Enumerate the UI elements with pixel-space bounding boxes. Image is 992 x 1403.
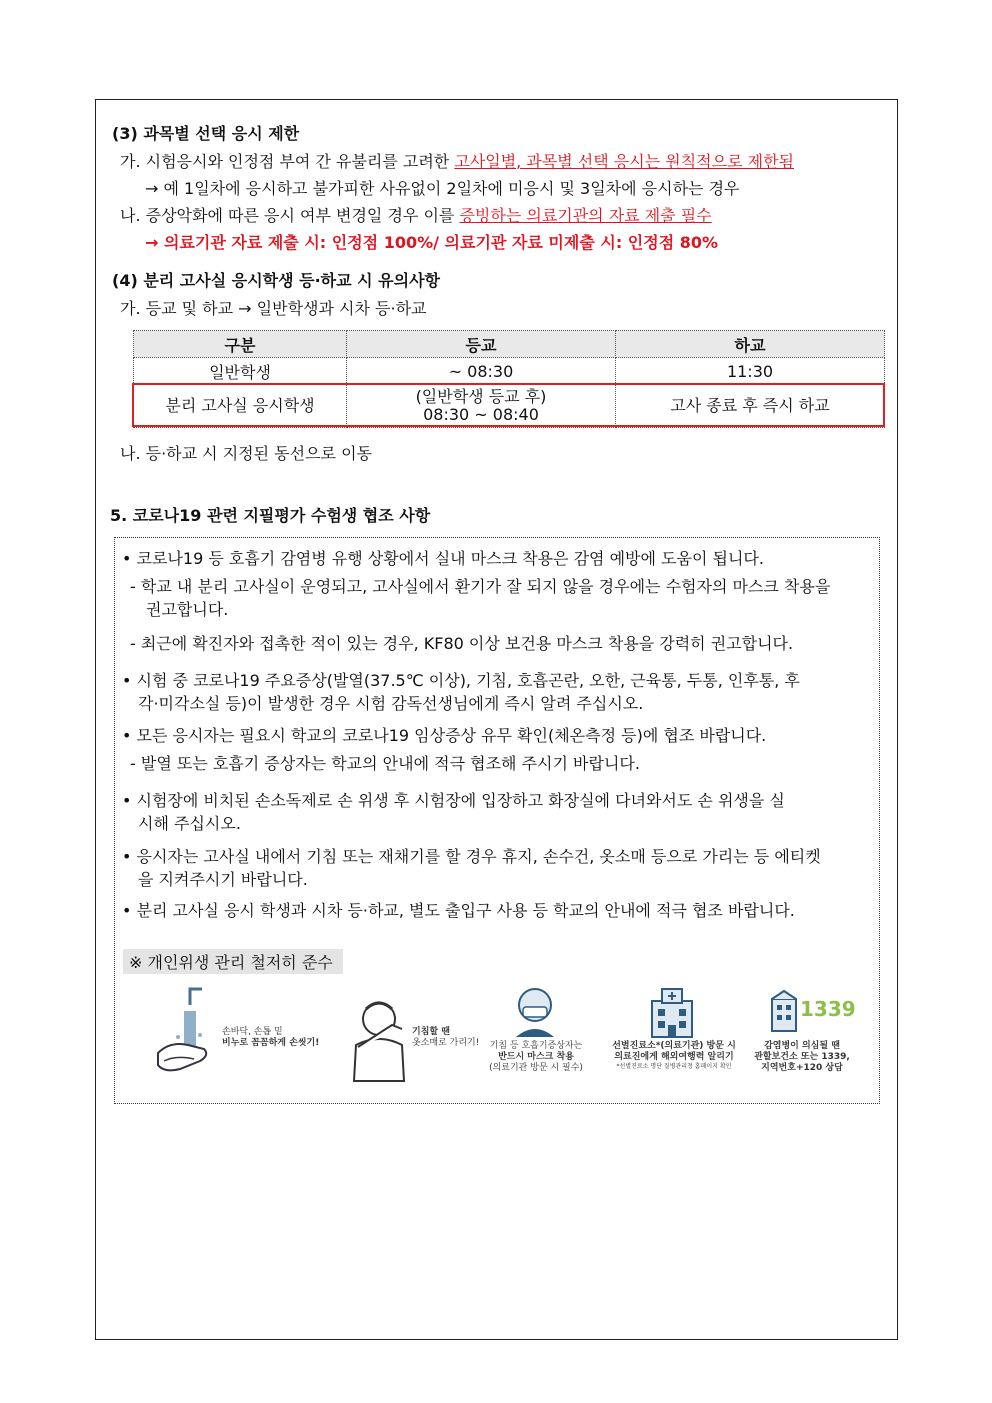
table-cell: 고사 종료 후 즉시 하교: [616, 385, 885, 428]
section3-na-text: 나. 증상악화에 따른 응시 여부 변경일 경우 이를: [120, 206, 460, 225]
icon-caption-line: 의료진에게 해외여행력 알리기: [614, 1052, 734, 1062]
bullet-2-line1: • 시험 중 코로나19 주요증상(발열(37.5℃ 이상), 기침, 호흡곤란, 오한, 근육통, 두통, 인후통, 후: [122, 671, 800, 690]
table-row: [134, 358, 885, 385]
bullet-6: • 분리 고사실 응시 학생과 시차 등·하교, 별도 출입구 사용 등 학교의 안내에 적극 협조 바랍니다.: [122, 901, 795, 920]
section3-item-na: [120, 203, 712, 226]
icon-caption-line: (의료기관 방문 시 필수): [489, 1063, 583, 1073]
bullet-5-line1: • 응시자는 고사실 내에서 기침 또는 재채기를 할 경우 휴지, 손수건, 옷소매 등으로 가리는 등 에티켓: [122, 847, 821, 866]
table-cell: 일반학생: [134, 358, 347, 385]
bullet-1-sub-a: [130, 575, 878, 621]
bullet-1: • 코로나19 등 호흡기 감염병 유행 상황에서 실내 마스크 착용은 감염 예방에 도움이 됩니다.: [122, 549, 764, 568]
highlight-box: [132, 383, 885, 427]
arrive-line2: 08:30 ~ 08:40: [423, 405, 539, 424]
section3-heading: (3) 과목별 선택 응시 제한: [112, 124, 300, 143]
icon-caption-line: 지역번호+120 상담: [761, 1063, 843, 1073]
section3-item-ga: [120, 149, 794, 172]
bullet-1-sub-b: - 최근에 확진자와 접촉한 적이 있는 경우, KF80 이상 보건용 마스크 착용을 강력히 권고합니다.: [130, 634, 794, 653]
bullet-2-line2: 각·미각소실 등)이 발생한 경우 시험 감독선생님에게 즉시 알려 주십시오.: [138, 694, 644, 713]
bullet-2: [122, 669, 870, 715]
cough-sleeve-icon: [348, 995, 410, 1085]
section4-heading: (4) 분리 고사실 응시학생 등·하교 시 유의사항: [112, 271, 441, 290]
hotline-badge: 1339: [800, 997, 856, 1021]
bullet-1-sub-a-line2: 권고합니다.: [146, 600, 229, 619]
icon-caption-line: 감염병이 의심될 땐: [764, 1041, 840, 1051]
table-header-cell: 하교: [616, 331, 885, 358]
mask-person-icon: [512, 985, 558, 1037]
section3-ga-highlight: 고사일별, 과목별 선택 응시는 원칙적으로 제한됨: [454, 152, 794, 171]
hygiene-icons: [150, 985, 870, 1095]
section3-na-highlight: 증빙하는 의료기관의 자료 제출 필수: [459, 206, 712, 225]
section3-ga-note: → 예 1일차에 응시하고 불가피한 사유없이 2일차에 미응시 및 3일차에 응시하는 경우: [145, 179, 740, 198]
bullet-1-sub-a-line1: - 학교 내 분리 고사실이 운영되고, 고사실에서 환기가 잘 되지 않을 경우에는 수험자의 마스크 착용을: [130, 577, 831, 596]
hotline-1339-icon: [768, 989, 800, 1033]
icon-caption-line: 비누로 꼼꼼하게 손씻기!: [222, 1038, 320, 1048]
handwash-icon: [150, 985, 220, 1085]
icon-caption: [746, 1041, 858, 1074]
icon-caption: [612, 1041, 736, 1071]
icon-caption-line: 선별진료소*(의료기관) 방문 시: [612, 1041, 736, 1051]
table-cell: 11:30: [616, 358, 885, 385]
icon-caption-line: 옷소매로 가리기!: [412, 1038, 480, 1048]
clinic-building-icon: [646, 985, 698, 1039]
section4-item-ga: 가. 등교 및 하교 → 일반학생과 시차 등·하교: [120, 299, 427, 318]
table-cell: 분리 고사실 응시학생: [134, 385, 347, 428]
bullet-3: • 모든 응시자는 필요시 학교의 코로나19 임상증상 유무 확인(체온측정 등)에 협조 바랍니다.: [122, 726, 767, 745]
icon-caption: [222, 1027, 332, 1049]
icon-caption-line: 기침 등 호흡기증상자는: [489, 1041, 583, 1051]
icon-caption-line: 반드시 마스크 착용: [498, 1052, 574, 1062]
hygiene-note: ※ 개인위생 관리 철저히 준수: [123, 949, 343, 974]
bullet-4-line1: • 시험장에 비치된 손소독제로 손 위생 후 시험장에 입장하고 화장실에 다녀와서도 손 위생을 실: [122, 791, 785, 810]
table-header-cell: 구분: [134, 331, 347, 358]
bullet-4-line2: 시해 주십시오.: [138, 814, 241, 833]
icon-caption: [412, 1027, 492, 1049]
table-header-cell: 등교: [347, 331, 616, 358]
bullet-5: [122, 845, 870, 891]
arrive-line1: (일반학생 등교 후): [415, 387, 547, 406]
icon-caption-line: *선별진료소 명단 질병관리청 홈페이지 확인: [616, 1063, 732, 1070]
section3-ga-text: 가. 시험응시와 인정점 부여 간 유불리를 고려한: [120, 152, 455, 171]
icon-caption-line: 관할보건소 또는 1339,: [754, 1052, 850, 1062]
bullet-5-line2: 을 지켜주시기 바랍니다.: [138, 870, 308, 889]
section4-item-na: 나. 등·하교 시 지정된 동선으로 이동: [120, 444, 372, 463]
section3-na-note: → 의료기관 자료 제출 시: 인정점 100%/ 의료기관 자료 미제출 시: 인정점 80%: [145, 233, 719, 252]
table-cell: ~ 08:30: [347, 358, 616, 385]
icon-caption-line: 손바닥, 손톱 밑: [222, 1027, 283, 1037]
icon-caption: [488, 1041, 584, 1074]
icon-caption-line: 기침할 땐: [412, 1027, 450, 1037]
bullet-4: [122, 789, 870, 835]
bullet-3-sub: - 발열 또는 호흡기 증상자는 학교의 안내에 적극 협조해 주시기 바랍니다.: [130, 754, 640, 773]
section5-heading: 5. 코로나19 관련 지필평가 수험생 협조 사항: [110, 506, 431, 525]
table-header-row: [134, 331, 885, 358]
